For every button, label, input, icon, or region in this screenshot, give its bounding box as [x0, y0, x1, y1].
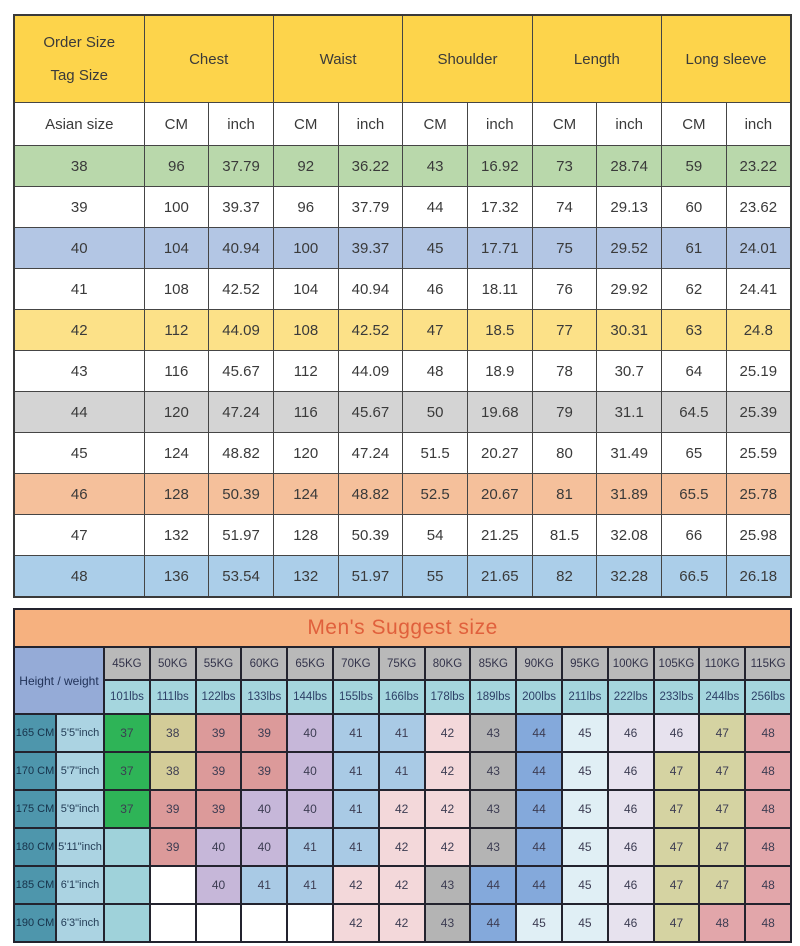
measurement-cell: 132 — [144, 515, 209, 556]
weight-kg-cell: 105KG — [654, 647, 700, 680]
unit-header-cell: CM — [662, 103, 727, 146]
measurement-cell: 17.71 — [467, 228, 532, 269]
order-size-header — [14, 15, 144, 103]
suggest-size-cell: 39 — [196, 714, 242, 752]
height-row — [14, 790, 791, 828]
suggest-size-cell: 42 — [379, 790, 425, 828]
suggest-size-cell: 44 — [470, 866, 516, 904]
suggest-size-cell: 41 — [333, 714, 379, 752]
measurement-cell: 47 — [403, 310, 468, 351]
suggest-size-cell: 47 — [699, 714, 745, 752]
group-header-chest: Chest — [144, 15, 273, 103]
suggest-size-cell: 42 — [333, 866, 379, 904]
measurement-cell: 32.28 — [597, 556, 662, 598]
measurement-cell: 136 — [144, 556, 209, 598]
suggest-size-cell: 48 — [745, 828, 791, 866]
measurement-cell: 17.32 — [467, 187, 532, 228]
weight-lbs-cell: 189lbs — [470, 680, 516, 714]
measurement-cell: 43 — [403, 146, 468, 187]
suggest-empty-cell — [150, 866, 196, 904]
measurement-cell: 73 — [532, 146, 597, 187]
measurement-cell: 18.11 — [467, 269, 532, 310]
suggest-size-cell: 42 — [425, 828, 471, 866]
measurement-cell: 104 — [144, 228, 209, 269]
measurement-cell: 21.25 — [467, 515, 532, 556]
weight-kg-cell: 90KG — [516, 647, 562, 680]
unit-header-cell: CM — [403, 103, 468, 146]
unit-header-cell: inch — [467, 103, 532, 146]
measurement-cell: 48 — [403, 351, 468, 392]
measurement-cell: 44.09 — [209, 310, 274, 351]
suggest-size-cell: 42 — [333, 904, 379, 942]
measurement-cell: 112 — [144, 310, 209, 351]
suggest-size-cell: 46 — [608, 828, 654, 866]
size-measurements-table — [13, 14, 792, 598]
suggest-size-cell: 45 — [562, 752, 608, 790]
unit-header-row — [14, 103, 791, 146]
measurement-cell: 44 — [403, 187, 468, 228]
measurement-cell: 78 — [532, 351, 597, 392]
unit-header-cell: inch — [597, 103, 662, 146]
measurement-cell: 51.97 — [209, 515, 274, 556]
measurement-cell: 29.13 — [597, 187, 662, 228]
weight-kg-cell: 55KG — [196, 647, 242, 680]
measurement-cell: 55 — [403, 556, 468, 598]
measurement-cell: 100 — [144, 187, 209, 228]
suggest-size-cell: 47 — [654, 752, 700, 790]
suggest-size-cell: 45 — [562, 866, 608, 904]
weight-kg-cell: 80KG — [425, 647, 471, 680]
group-header-shoulder: Shoulder — [403, 15, 532, 103]
weight-lbs-cell: 111lbs — [150, 680, 196, 714]
suggest-size-cell: 48 — [745, 714, 791, 752]
weight-kg-cell: 70KG — [333, 647, 379, 680]
measurement-cell: 42.52 — [338, 310, 403, 351]
weight-kg-cell: 110KG — [699, 647, 745, 680]
height-cm-cell: 175 CM — [14, 790, 56, 828]
suggest-size-cell: 46 — [608, 904, 654, 942]
measurement-cell: 25.59 — [726, 433, 791, 474]
suggest-size-cell: 45 — [516, 904, 562, 942]
weight-lbs-cell: 233lbs — [654, 680, 700, 714]
suggest-size-cell: 41 — [287, 828, 333, 866]
suggest-size-cell: 40 — [241, 828, 287, 866]
suggest-size-cell: 44 — [516, 790, 562, 828]
measurement-cell: 24.8 — [726, 310, 791, 351]
suggest-size-cell: 47 — [654, 904, 700, 942]
suggest-size-cell: 42 — [379, 828, 425, 866]
suggest-size-cell: 41 — [333, 828, 379, 866]
measurement-cell: 75 — [532, 228, 597, 269]
weight-kg-cell: 65KG — [287, 647, 333, 680]
size-row — [14, 310, 791, 351]
measurement-cell: 66 — [662, 515, 727, 556]
tag-size-cell: 44 — [14, 392, 144, 433]
suggest-size-cell: 40 — [287, 714, 333, 752]
height-inch-cell: 5'9"inch — [56, 790, 104, 828]
height-inch-cell: 5'11"inch — [56, 828, 104, 866]
size-row — [14, 515, 791, 556]
weight-lbs-cell: 144lbs — [287, 680, 333, 714]
tag-size-cell: 46 — [14, 474, 144, 515]
suggest-size-cell: 45 — [562, 904, 608, 942]
suggest-title: Men's Suggest size — [14, 609, 791, 647]
measurement-cell: 76 — [532, 269, 597, 310]
measurement-cell: 51.97 — [338, 556, 403, 598]
measurement-cell: 39.37 — [209, 187, 274, 228]
measurement-cell: 31.49 — [597, 433, 662, 474]
suggest-size-cell: 46 — [608, 714, 654, 752]
measurement-cell: 48.82 — [209, 433, 274, 474]
suggest-size-cell: 41 — [333, 752, 379, 790]
height-inch-cell: 6'1"inch — [56, 866, 104, 904]
weight-lbs-cell: 222lbs — [608, 680, 654, 714]
measurement-cell: 25.78 — [726, 474, 791, 515]
measurement-cell: 64 — [662, 351, 727, 392]
measurement-cell: 132 — [273, 556, 338, 598]
measurement-cell: 24.41 — [726, 269, 791, 310]
height-weight-header: Height / weight — [14, 647, 104, 714]
measurement-cell: 42.52 — [209, 269, 274, 310]
measurement-cell: 112 — [273, 351, 338, 392]
measurement-cell: 44.09 — [338, 351, 403, 392]
height-cm-cell: 170 CM — [14, 752, 56, 790]
measurement-cell: 120 — [144, 392, 209, 433]
measurement-cell: 92 — [273, 146, 338, 187]
size-row — [14, 187, 791, 228]
measurement-cell: 47.24 — [338, 433, 403, 474]
tag-size-cell: 42 — [14, 310, 144, 351]
asian-size-label: Asian size — [14, 103, 144, 146]
suggest-size-cell: 47 — [699, 866, 745, 904]
measurement-cell: 46 — [403, 269, 468, 310]
measurement-cell: 74 — [532, 187, 597, 228]
measurement-cell: 96 — [273, 187, 338, 228]
suggest-size-cell: 43 — [470, 790, 516, 828]
suggest-size-cell: 43 — [470, 752, 516, 790]
suggest-size-cell: 39 — [150, 790, 196, 828]
size-row — [14, 146, 791, 187]
unit-header-cell: CM — [273, 103, 338, 146]
suggest-size-cell: 38 — [150, 714, 196, 752]
suggest-size-cell: 39 — [241, 714, 287, 752]
suggest-size-cell: 40 — [241, 790, 287, 828]
suggest-size-cell: 39 — [241, 752, 287, 790]
height-row — [14, 752, 791, 790]
height-row — [14, 866, 791, 904]
weight-lbs-cell: 256lbs — [745, 680, 791, 714]
suggest-size-cell: 37 — [104, 714, 150, 752]
height-inch-cell: 5'7"inch — [56, 752, 104, 790]
suggest-size-cell: 42 — [425, 714, 471, 752]
size-row — [14, 228, 791, 269]
measurement-cell: 54 — [403, 515, 468, 556]
suggest-size-cell: 42 — [425, 790, 471, 828]
suggest-size-cell: 42 — [425, 752, 471, 790]
weight-lbs-cell: 166lbs — [379, 680, 425, 714]
suggest-size-cell: 41 — [241, 866, 287, 904]
tag-size-cell: 38 — [14, 146, 144, 187]
unit-header-cell: CM — [532, 103, 597, 146]
measurement-cell: 82 — [532, 556, 597, 598]
suggest-size-cell: 39 — [196, 790, 242, 828]
measurement-cell: 40.94 — [209, 228, 274, 269]
size-row — [14, 269, 791, 310]
tag-size-cell: 48 — [14, 556, 144, 598]
suggest-size-cell: 48 — [745, 904, 791, 942]
suggest-empty-cell — [150, 904, 196, 942]
measurement-cell: 124 — [144, 433, 209, 474]
measurement-cell: 29.52 — [597, 228, 662, 269]
measurement-cell: 26.18 — [726, 556, 791, 598]
height-cm-cell: 190 CM — [14, 904, 56, 942]
measurement-header-row — [14, 15, 791, 103]
height-row — [14, 828, 791, 866]
measurement-cell: 116 — [273, 392, 338, 433]
measurement-cell: 50 — [403, 392, 468, 433]
unit-header-cell: inch — [209, 103, 274, 146]
measurement-cell: 100 — [273, 228, 338, 269]
measurement-cell: 96 — [144, 146, 209, 187]
suggest-size-cell: 44 — [516, 714, 562, 752]
measurement-cell: 53.54 — [209, 556, 274, 598]
measurement-cell: 48.82 — [338, 474, 403, 515]
suggest-size-cell: 47 — [699, 790, 745, 828]
height-inch-cell: 6'3"inch — [56, 904, 104, 942]
suggest-size-cell: 44 — [516, 866, 562, 904]
measurement-cell: 37.79 — [209, 146, 274, 187]
measurement-cell: 40.94 — [338, 269, 403, 310]
measurement-cell: 60 — [662, 187, 727, 228]
measurement-cell: 59 — [662, 146, 727, 187]
measurement-cell: 31.89 — [597, 474, 662, 515]
suggest-size-cell: 46 — [654, 714, 700, 752]
size-row — [14, 351, 791, 392]
suggest-size-cell: 40 — [196, 828, 242, 866]
tag-size-cell: 43 — [14, 351, 144, 392]
suggest-size-cell: 39 — [196, 752, 242, 790]
suggest-size-cell: 48 — [699, 904, 745, 942]
suggest-size-cell: 47 — [654, 828, 700, 866]
measurement-cell: 62 — [662, 269, 727, 310]
tag-size-cell: 40 — [14, 228, 144, 269]
measurement-cell: 18.5 — [467, 310, 532, 351]
suggest-size-cell: 47 — [699, 828, 745, 866]
measurement-cell: 79 — [532, 392, 597, 433]
measurement-cell: 128 — [144, 474, 209, 515]
measurement-cell: 120 — [273, 433, 338, 474]
suggest-size-cell: 39 — [150, 828, 196, 866]
tag-size-cell: 39 — [14, 187, 144, 228]
tag-size-label: Tag Size — [50, 67, 109, 84]
measurement-cell: 45 — [403, 228, 468, 269]
measurement-cell: 116 — [144, 351, 209, 392]
suggest-size-cell: 37 — [104, 752, 150, 790]
measurement-cell: 50.39 — [209, 474, 274, 515]
suggest-size-cell: 43 — [425, 904, 471, 942]
weight-lbs-cell: 155lbs — [333, 680, 379, 714]
weight-lbs-cell: 178lbs — [425, 680, 471, 714]
measurement-cell: 108 — [144, 269, 209, 310]
suggest-size-cell: 40 — [287, 790, 333, 828]
suggest-size-cell: 38 — [150, 752, 196, 790]
suggest-size-cell: 47 — [699, 752, 745, 790]
suggest-size-cell: 44 — [516, 752, 562, 790]
measurement-cell: 50.39 — [338, 515, 403, 556]
suggest-size-cell: 42 — [379, 904, 425, 942]
weight-lbs-cell: 200lbs — [516, 680, 562, 714]
suggest-title-row — [14, 609, 791, 647]
measurement-cell: 128 — [273, 515, 338, 556]
suggest-empty-cell — [241, 904, 287, 942]
suggest-empty-cell — [104, 828, 150, 866]
measurement-cell: 20.67 — [467, 474, 532, 515]
suggest-size-cell: 41 — [379, 752, 425, 790]
measurement-cell: 18.9 — [467, 351, 532, 392]
measurement-cell: 20.27 — [467, 433, 532, 474]
measurement-cell: 45.67 — [338, 392, 403, 433]
measurement-cell: 81.5 — [532, 515, 597, 556]
measurement-cell: 63 — [662, 310, 727, 351]
weight-lbs-cell: 133lbs — [241, 680, 287, 714]
suggest-size-cell: 43 — [425, 866, 471, 904]
suggest-size-cell: 45 — [562, 828, 608, 866]
suggest-size-cell: 43 — [470, 828, 516, 866]
measurement-cell: 30.7 — [597, 351, 662, 392]
measurement-cell: 23.62 — [726, 187, 791, 228]
weight-kg-cell: 45KG — [104, 647, 150, 680]
weight-lbs-cell: 211lbs — [562, 680, 608, 714]
measurement-cell: 16.92 — [467, 146, 532, 187]
suggest-size-cell: 41 — [379, 714, 425, 752]
order-size-label: Order Size — [43, 34, 116, 51]
measurement-cell: 108 — [273, 310, 338, 351]
suggest-size-cell: 48 — [745, 866, 791, 904]
measurement-cell: 61 — [662, 228, 727, 269]
suggest-size-cell: 45 — [562, 714, 608, 752]
suggest-empty-cell — [287, 904, 333, 942]
measurement-cell: 24.01 — [726, 228, 791, 269]
size-row — [14, 556, 791, 598]
measurement-cell: 64.5 — [662, 392, 727, 433]
weight-lbs-row — [14, 680, 791, 714]
tag-size-cell: 45 — [14, 433, 144, 474]
group-header-waist: Waist — [273, 15, 402, 103]
measurement-cell: 66.5 — [662, 556, 727, 598]
weight-kg-cell: 60KG — [241, 647, 287, 680]
weight-kg-cell: 75KG — [379, 647, 425, 680]
suggest-size-cell: 47 — [654, 790, 700, 828]
measurement-cell: 47.24 — [209, 392, 274, 433]
measurement-cell: 31.1 — [597, 392, 662, 433]
unit-header-cell: CM — [144, 103, 209, 146]
suggest-size-cell: 47 — [654, 866, 700, 904]
height-cm-cell: 180 CM — [14, 828, 56, 866]
unit-header-cell: inch — [726, 103, 791, 146]
measurement-cell: 80 — [532, 433, 597, 474]
measurement-cell: 21.65 — [467, 556, 532, 598]
measurement-cell: 25.19 — [726, 351, 791, 392]
suggest-size-cell: 41 — [333, 790, 379, 828]
measurement-cell: 29.92 — [597, 269, 662, 310]
suggest-size-cell: 46 — [608, 752, 654, 790]
suggest-size-cell: 41 — [287, 866, 333, 904]
measurement-cell: 65.5 — [662, 474, 727, 515]
measurement-cell: 104 — [273, 269, 338, 310]
size-row — [14, 392, 791, 433]
measurement-cell: 23.22 — [726, 146, 791, 187]
height-row — [14, 904, 791, 942]
tag-size-cell: 47 — [14, 515, 144, 556]
measurement-cell: 28.74 — [597, 146, 662, 187]
measurement-cell: 37.79 — [338, 187, 403, 228]
weight-kg-cell: 100KG — [608, 647, 654, 680]
suggest-size-cell: 42 — [379, 866, 425, 904]
measurement-cell: 32.08 — [597, 515, 662, 556]
measurement-cell: 30.31 — [597, 310, 662, 351]
size-row — [14, 433, 791, 474]
suggest-size-cell: 45 — [562, 790, 608, 828]
weight-lbs-cell: 101lbs — [104, 680, 150, 714]
measurement-cell: 36.22 — [338, 146, 403, 187]
height-cm-cell: 185 CM — [14, 866, 56, 904]
group-header-long-sleeve: Long sleeve — [662, 15, 791, 103]
weight-kg-row — [14, 647, 791, 680]
weight-kg-cell: 85KG — [470, 647, 516, 680]
group-header-length: Length — [532, 15, 661, 103]
suggest-empty-cell — [104, 904, 150, 942]
measurement-cell: 81 — [532, 474, 597, 515]
measurement-cell: 25.39 — [726, 392, 791, 433]
suggest-size-cell: 48 — [745, 790, 791, 828]
measurement-cell: 25.98 — [726, 515, 791, 556]
suggest-empty-cell — [104, 866, 150, 904]
measurement-cell: 19.68 — [467, 392, 532, 433]
suggest-empty-cell — [196, 904, 242, 942]
height-cm-cell: 165 CM — [14, 714, 56, 752]
suggest-size-cell: 40 — [196, 866, 242, 904]
height-row — [14, 714, 791, 752]
suggest-size-cell: 48 — [745, 752, 791, 790]
suggest-size-cell: 37 — [104, 790, 150, 828]
measurement-cell: 45.67 — [209, 351, 274, 392]
unit-header-cell: inch — [338, 103, 403, 146]
measurement-cell: 65 — [662, 433, 727, 474]
weight-lbs-cell: 122lbs — [196, 680, 242, 714]
weight-lbs-cell: 244lbs — [699, 680, 745, 714]
height-inch-cell: 5'5"inch — [56, 714, 104, 752]
measurement-cell: 52.5 — [403, 474, 468, 515]
weight-kg-cell: 95KG — [562, 647, 608, 680]
suggest-size-cell: 43 — [470, 714, 516, 752]
size-row — [14, 474, 791, 515]
weight-kg-cell: 115KG — [745, 647, 791, 680]
suggest-size-cell: 44 — [516, 828, 562, 866]
suggest-size-cell: 44 — [470, 904, 516, 942]
measurement-cell: 77 — [532, 310, 597, 351]
suggest-size-cell: 46 — [608, 866, 654, 904]
weight-kg-cell: 50KG — [150, 647, 196, 680]
suggest-size-cell: 46 — [608, 790, 654, 828]
measurement-cell: 51.5 — [403, 433, 468, 474]
suggest-size-table — [13, 608, 792, 943]
measurement-cell: 124 — [273, 474, 338, 515]
suggest-size-cell: 40 — [287, 752, 333, 790]
tag-size-cell: 41 — [14, 269, 144, 310]
measurement-cell: 39.37 — [338, 228, 403, 269]
